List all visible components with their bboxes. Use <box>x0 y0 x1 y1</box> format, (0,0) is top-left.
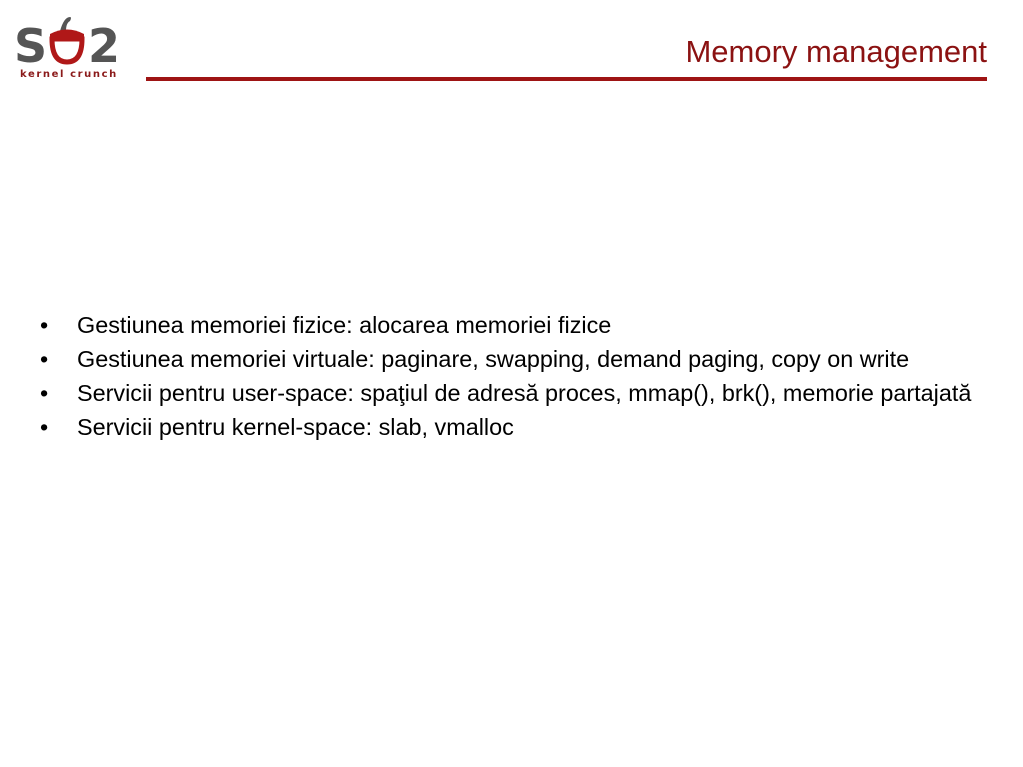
so2-logo <box>14 14 134 86</box>
bullet-item <box>40 342 1000 376</box>
bullet-text: Servicii pentru kernel-space: slab, vmalloc <box>77 414 514 440</box>
bullet-dot-icon: • <box>40 414 49 440</box>
bullet-item <box>40 410 1000 444</box>
slide-title: Memory management <box>685 34 987 69</box>
bullet-text: Servicii pentru user-space: spaţiul de adresă proces, mmap(), brk(), memorie partajată <box>77 380 972 406</box>
so2-logo-mark <box>14 14 134 70</box>
svg-text:2: 2 <box>88 19 121 70</box>
bullet-dot-icon: • <box>40 380 49 406</box>
bullet-text: Gestiunea memoriei virtuale: paginare, swapping, demand paging, copy on write <box>77 346 910 372</box>
bullet-item <box>40 308 1000 342</box>
bullet-item <box>40 376 1000 410</box>
title-divider <box>146 77 987 81</box>
bullet-dot-icon: • <box>40 346 49 372</box>
logo-tagline: kernel crunch <box>20 69 118 80</box>
bullet-text: Gestiunea memoriei fizice: alocarea memoriei fizice <box>77 312 612 338</box>
bullet-dot-icon: • <box>40 312 49 338</box>
bullet-list <box>40 308 1000 444</box>
acorn-icon <box>50 17 84 62</box>
svg-text:S: S <box>14 19 48 70</box>
